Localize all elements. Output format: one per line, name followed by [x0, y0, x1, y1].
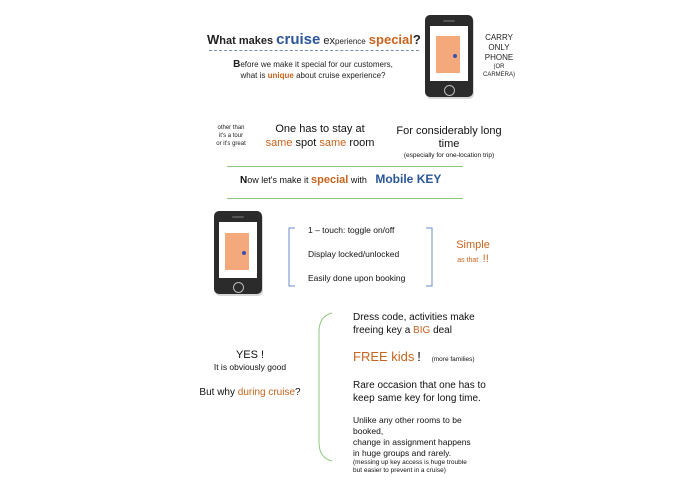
other-note-line2: it's a tour: [218, 133, 244, 139]
other-note: [210, 124, 252, 148]
heading: [207, 31, 421, 48]
phone-note-line5: CARMERA): [482, 72, 515, 78]
stay-text: [258, 122, 382, 150]
heading-special: special: [368, 32, 413, 47]
stay-line1: One has to stay at: [275, 123, 365, 135]
yes-q: ?: [295, 387, 301, 398]
door-knob: [242, 251, 246, 255]
simple-note: [447, 239, 499, 267]
phone-note-line1: CARRY: [485, 33, 513, 42]
heading-text: hat makes: [219, 35, 274, 47]
reasons-brace: [315, 312, 335, 462]
phone-speaker: [443, 20, 455, 22]
phone-note-line3: PHONE: [484, 53, 514, 62]
door-icon: [225, 233, 249, 270]
reason-free-bang: !: [417, 349, 421, 364]
long-text: [390, 125, 508, 160]
subheading-line1: efore we make it special for our customers,: [240, 60, 393, 69]
reason-unlike-line3: change in assignment happens: [353, 437, 471, 447]
mobile-key: Mobile KEY: [375, 172, 442, 186]
simple-word: Simple: [456, 239, 490, 251]
reason-big: BIG: [413, 325, 431, 336]
stay-spot: spot: [295, 137, 317, 149]
feature-item-touch: 1 – touch: toggle on/off: [308, 225, 395, 235]
phone-note-line4: (OR: [493, 64, 505, 70]
phone-screen: [219, 222, 257, 278]
feature-item-booking: Easily done upon booking: [308, 273, 406, 283]
reason-unlike-line2: booked,: [353, 426, 384, 436]
yes-block: [190, 349, 310, 399]
door-icon: [436, 36, 460, 73]
reason-unlike-line1: Unlike any other rooms to be: [353, 415, 462, 425]
reason-note-line2: but easier to prevent in a cruise): [353, 467, 446, 474]
mobile-text: ow let's make it: [247, 175, 309, 185]
stay-same1: same: [265, 137, 293, 149]
heading-exp-ex: ex: [323, 35, 336, 47]
mobile-special: special: [311, 174, 349, 186]
top-phone-image: [425, 15, 473, 97]
door-knob: [453, 54, 457, 58]
reason-rare-line1: Rare occasion that one has to: [353, 380, 486, 391]
heading-cruise: cruise: [276, 31, 321, 48]
long-line1: For considerably long: [396, 125, 502, 137]
other-note-line1: other than: [217, 125, 245, 131]
stay-room: room: [349, 137, 375, 149]
long-note: (especially for one-location trip): [403, 152, 495, 159]
reason-rare-line2: keep same key for long time.: [353, 393, 481, 404]
stay-same2: same: [319, 137, 347, 149]
heading-w: W: [207, 32, 220, 47]
heading-q: ?: [412, 32, 421, 47]
phone-screen: [430, 26, 468, 81]
simple-as-that: as that: [457, 257, 479, 264]
mobile-with: with: [350, 175, 367, 185]
simple-bang: !!: [482, 253, 489, 265]
other-note-line3: or it's great: [216, 141, 246, 147]
phone-home-button: [233, 282, 244, 293]
reason-dress-pre: freeing key a: [353, 325, 411, 336]
reason-unlike-line4: in huge groups and rarely.: [353, 448, 452, 458]
left-bracket: [287, 227, 297, 287]
phone-note: [476, 33, 522, 79]
yes-during: during cruise: [237, 387, 296, 398]
yes-but: But why: [199, 387, 235, 398]
reason-dress-line1: Dress code, activities make: [353, 312, 475, 323]
mid-phone-image: [214, 211, 262, 294]
reason-note-line1: (messing up key access is huge trouble: [353, 459, 467, 466]
subheading-unique: unique: [267, 71, 294, 80]
features-list: [308, 224, 405, 284]
feature-item-display: Display locked/unlocked: [308, 249, 400, 259]
divider-top: [227, 166, 463, 167]
mobile-key-line: [240, 172, 441, 186]
subheading-post: about cruise experience?: [296, 71, 386, 80]
heading-exp-perience: perience: [335, 37, 366, 46]
phone-home-button: [444, 85, 455, 96]
reason-free-kids: FREE kids: [353, 349, 415, 364]
mobile-n: N: [240, 175, 248, 186]
reason-dress-post: deal: [433, 325, 452, 336]
reasons-list: [353, 311, 486, 475]
subheading-pre: what is: [240, 71, 266, 80]
yes-title: YES !: [235, 349, 265, 361]
phone-speaker: [232, 216, 244, 218]
subheading-b: B: [233, 59, 241, 70]
divider-bottom: [227, 198, 463, 199]
right-bracket: [424, 227, 434, 287]
phone-note-line2: ONLY: [488, 43, 510, 52]
heading-divider: [209, 50, 419, 51]
reason-more-families: (more families): [431, 356, 475, 363]
long-line2: time: [438, 138, 460, 150]
subheading: [207, 59, 419, 81]
yes-sub: It is obviously good: [213, 362, 287, 372]
